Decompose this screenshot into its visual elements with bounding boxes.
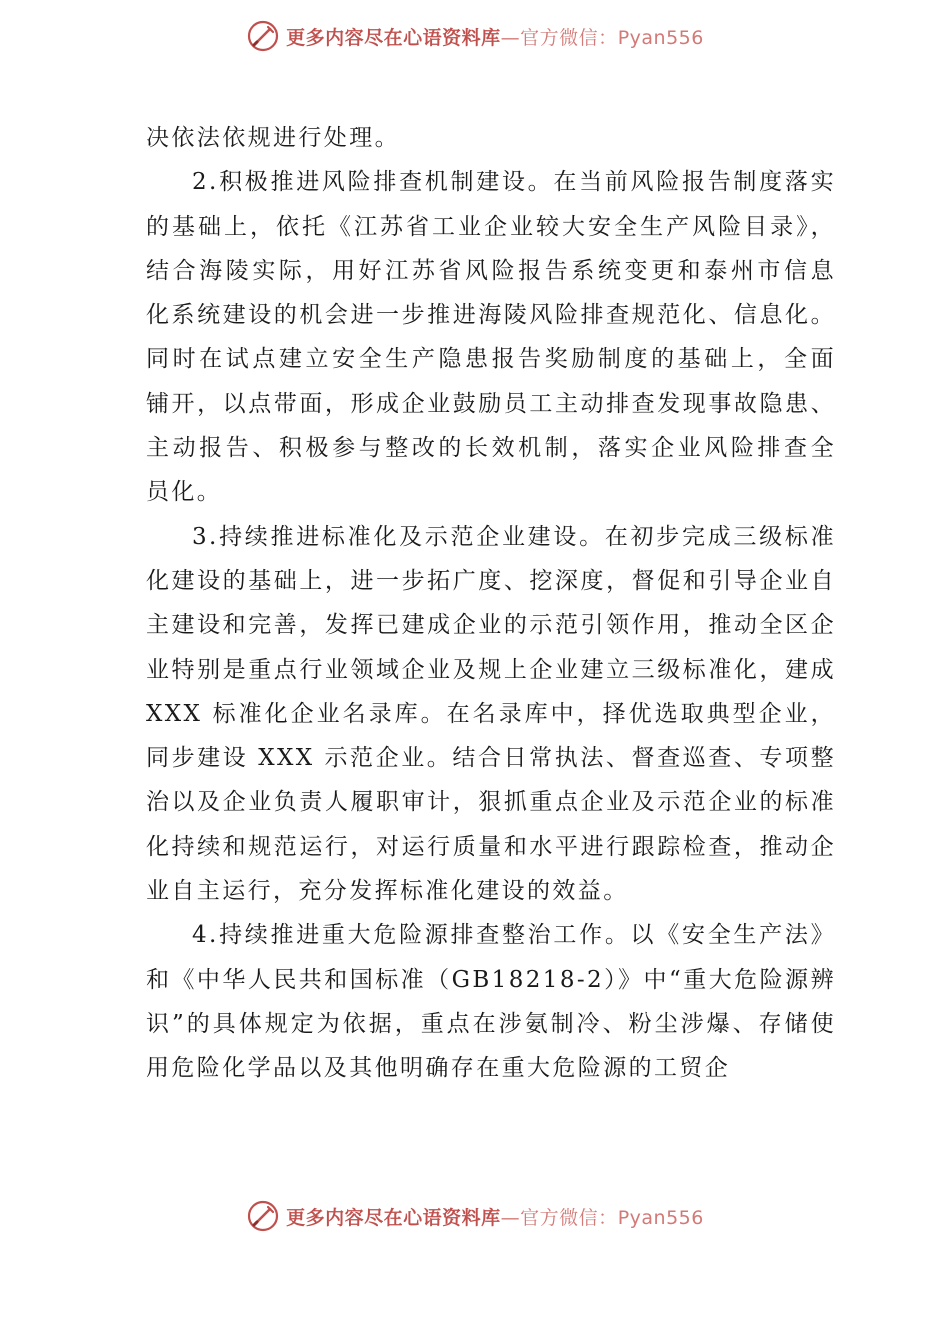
watermark-official: 官方微信：	[520, 1206, 618, 1229]
watermark-main: 更多内容尽在心语资料库	[286, 26, 501, 49]
header-watermark	[0, 16, 950, 56]
pen-logo-icon	[246, 19, 280, 53]
document-body	[146, 116, 836, 1091]
paragraph-continuation: 决依法依规进行处理。	[146, 125, 400, 151]
watermark-official: 官方微信：	[520, 26, 618, 49]
watermark-text	[286, 23, 704, 50]
watermark-separator: —	[500, 26, 521, 49]
watermark-text	[286, 1203, 704, 1230]
watermark-account: Pyan556	[617, 1206, 704, 1229]
watermark-account: Pyan556	[617, 26, 704, 49]
watermark-separator: —	[500, 1206, 521, 1229]
paragraph-item-4: 4.持续推进重大危险源排查整治工作。以《安全生产法》和《中华人民共和国标准（GB18218-2）》中“重大危险源辨识”的具体规定为依据，重点在涉氨制冷、粉尘涉爆、存储使用危险化学品以及其他明确存在重大危险源的工贸企	[146, 922, 836, 1082]
paragraph-item-3: 3.持续推进标准化及示范企业建设。在初步完成三级标准化建设的基础上，进一步拓广度、挖深度，督促和引导企业自主建设和完善，发挥已建成企业的示范引领作用，推动全区企业特别是重点行业领域企业及规上企业建立三级标准化，建成 XXX 标准化企业名录库。在名录库中，择优选取典型企业，同步建设 XXX 示范企业。结合日常执法、督查巡查、专项整治以及企业负责人履职审计，狠抓重点企业及示范企业的标准化持续和规范运行，对运行质量和水平进行跟踪检查，推动企业自主运行，充分发挥标准化建设的效益。	[146, 523, 836, 905]
watermark-main: 更多内容尽在心语资料库	[286, 1206, 501, 1229]
pen-logo-icon	[246, 1199, 280, 1233]
paragraph-item-2: 2.积极推进风险排查机制建设。在当前风险报告制度落实的基础上，依托《江苏省工业企业较大安全生产风险目录》， 结合海陵实际，用好江苏省风险报告系统变更和泰州市信息 化系统建设的机会进一步推进海陵风险排查规范化、信息化。同时在试点建立安全生产隐患报告奖励制度的基础上，全面 铺开，以点带面，形成企业鼓励员工主动排查发现事故隐患、主动报告、积极参与整改的长效机制，落实企业风险排查全 员化。	[146, 169, 836, 506]
footer-watermark	[0, 1196, 950, 1236]
